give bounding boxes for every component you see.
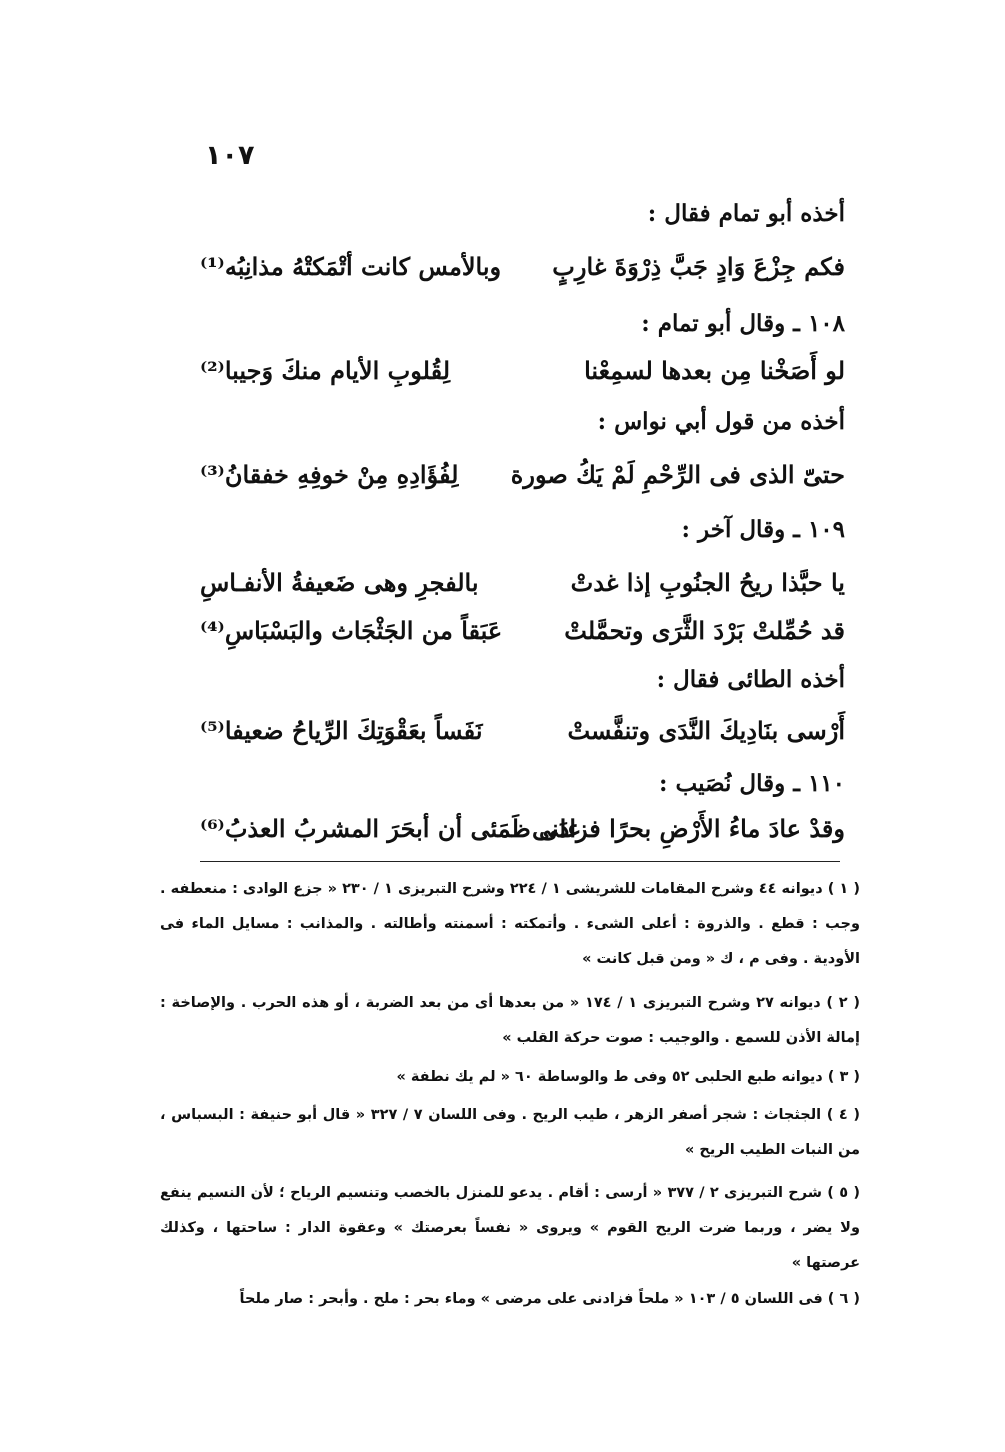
- intro-line: أخذه من قول أبي نواس :: [597, 408, 845, 435]
- intro-line: ١٠٨ ـ وقال أبو تمام :: [641, 310, 845, 337]
- footnote: ( ٤ ) الجثجاث : شجر أصفر الزهر ، طيب الريح . وفى اللسان ٧ / ٣٢٧ « قال أبو حنيفة : البسباس ، من النبات الطيب الريح »: [160, 1107, 860, 1158]
- intro-line: ١١٠ ـ وقال نُصَيب :: [658, 770, 845, 797]
- verse-second-hemistich: نَفَساً بعَقْوَتِكَ الرِّياحُ ضعيفا⁽⁵⁾: [200, 716, 483, 745]
- verse-second-hemistich: بالفجرِ وهى ضَعيفةُ الأنفـاسِ: [200, 568, 479, 597]
- verse-line: [200, 460, 845, 504]
- verse-line: [200, 356, 845, 400]
- footnote: ( ٢ ) ديوانه ٢٧ وشرح التبريزى ١ / ١٧٤ « من بعدها أى من بعد الضربة ، أو هذه الحرب . والإصاخة : إمالة الأذن للسمع . والوجيب : صوت حركة القلب »: [160, 995, 860, 1046]
- verse-line: [200, 814, 845, 858]
- verse-second-hemistich: وبالأمس كانت أتْمَكتْهُ مذانِبُه⁽¹⁾: [200, 252, 502, 281]
- verse-second-hemistich: لِفُؤَادِهِ مِنْ خوفِهِ خفقانُ⁽³⁾: [200, 460, 459, 489]
- verse-line: [200, 616, 845, 660]
- footnote: ( ١ ) ديوانه ٤٤ وشرح المقامات للشريشى ١ / ٢٢٤ وشرح التبريزى ١ / ٢٣٠ « جزع الوادى : منعطفه . وجب : قطع . والذروة : أعلى الشىء . وأتمكته : أسمنته وأطالته . والمذانب : مسايل الماء فى الأودية . وفى م ، ك « ومن قبل كانت »: [160, 881, 860, 967]
- footnote: ( ٦ ) فى اللسان ٥ / ١٠٣ « ملحاً فزادنى على مرضى » وماء بحر : ملح . وأبحر : صار ملحاً: [239, 1291, 860, 1307]
- verse-line: [200, 568, 845, 612]
- verse-first-hemistich: لو أَصَخْنا مِن بعدها لسمِعْنا: [584, 356, 845, 385]
- footnote: ( ٣ ) ديوانه طبع الحلبى ٥٢ وفى ط والوساطة ٦٠ « لم يك نطفة »: [396, 1069, 860, 1085]
- verse-line: [200, 252, 845, 296]
- intro-line: ١٠٩ ـ وقال آخر :: [681, 516, 845, 543]
- page-number: ١٠٧: [205, 140, 255, 171]
- verse-first-hemistich: فكم جِزْعَ وَادٍ جَبَّ ذِرْوَةَ غارِبٍ: [552, 252, 845, 281]
- verse-first-hemistich: قد حُمِّلتْ بَرْدَ الثَّرَى وتحمَّلتْ: [564, 616, 845, 645]
- verse-second-hemistich: لِقُلوبِ الأيام منكَ وَجيبا⁽²⁾: [200, 356, 451, 385]
- intro-line: أخذه أبو تمام فقال :: [647, 200, 845, 227]
- verse-first-hemistich: وقدْ عادَ ماءُ الأَرْضِ بحرًا فزادَنى: [531, 814, 845, 843]
- verse-second-hemistich: عَبَقاً من الجَثْجَاث والبَسْبَاسِ⁽⁴⁾: [200, 616, 503, 645]
- verse-first-hemistich: حتىّ الذى فى الرِّحْمِ لَمْ يَكُ صورة: [510, 460, 845, 489]
- footnote: ( ٥ ) شرح التبريزى ٢ / ٣٧٧ « أرسى : أقام . يدعو للمنزل بالخصب وتنسيم الرياح ؛ لأن النسيم ينفع ولا يضر ، وربما ضرت الريح القوم » ويروى « نفساً بعرصتك » وعقوة الدار : ساحتها ، وكذلك عرصتها »: [160, 1185, 860, 1271]
- verse-second-hemistich: على ظَمَئى أن أبحَرَ المشربُ العذبُ⁽⁶⁾: [200, 814, 582, 843]
- footnote-divider: [200, 861, 840, 862]
- verse-first-hemistich: يا حبَّذا ريحُ الجنُوبِ إذا غدتْ: [570, 568, 845, 597]
- verse-first-hemistich: أَرْسى بنَادِيكَ النَّدَى وتنفَّستْ: [567, 716, 845, 745]
- intro-line: أخذه الطائى فقال :: [656, 666, 845, 693]
- verse-line: [200, 716, 845, 760]
